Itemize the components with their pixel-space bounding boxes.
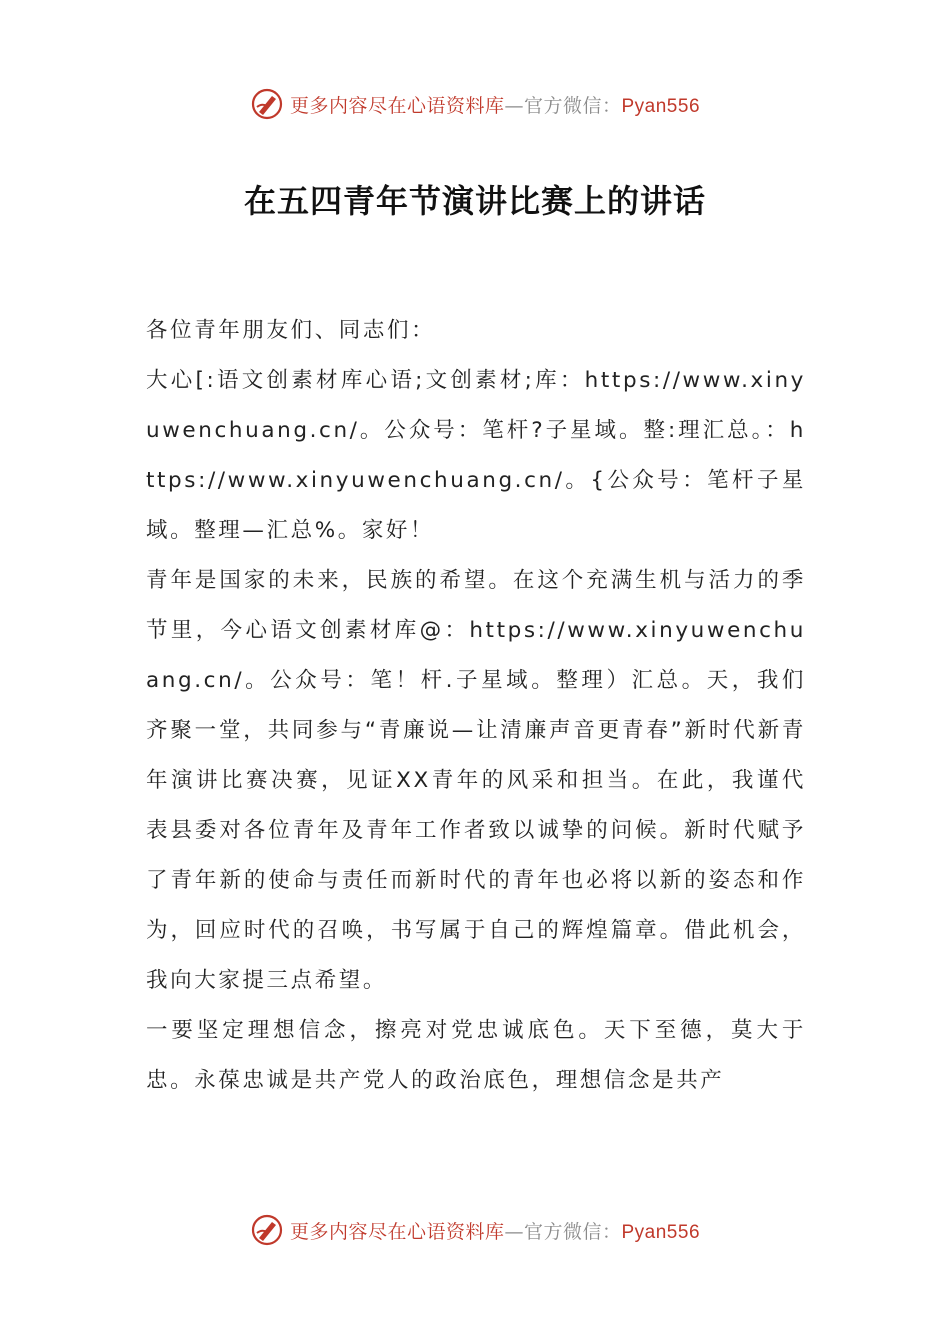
banner-handle: Pyan556 bbox=[621, 1221, 701, 1243]
footer-banner bbox=[0, 1210, 950, 1250]
banner-text bbox=[290, 91, 700, 118]
banner-main: 更多内容尽在心语资料库 bbox=[289, 94, 505, 117]
banner-rest: —官方微信： bbox=[504, 94, 622, 117]
paragraph: 青年是国家的未来，民族的希望。在这个充满生机与活力的季节里，今心语文创素材库@：https://www.xinyuwenchuang.cn/。公众号：笔！杆.子星域。整理）汇总。天，我们齐聚一堂，共同参与“青廉说—让清廉声音更青春”新时代新青年演讲比赛决赛，见证XX青年的风采和担当。在此，我谨代表县委对各位青年及青年工作者致以诚挚的问候。新时代赋予了青年新的使命与责任而新时代的青年也必将以新的姿态和作为，回应时代的召唤，书写属于自己的辉煌篇章。借此机会，我向大家提三点希望。 bbox=[146, 568, 806, 993]
document-title: 在五四青年节演讲比赛上的讲话 bbox=[243, 182, 706, 220]
paragraph: 大心[:语文创素材库心语;文创素材;库：https://www.xinyuwenchuang.cn/。公众号：笔杆?子星域。整:理汇总。：https://www.xinyuwenchuang.cn/。{公众号：笔杆子星域。整理—汇总%。家好！ bbox=[146, 368, 806, 543]
header-banner bbox=[0, 84, 950, 124]
banner-main: 更多内容尽在心语资料库 bbox=[289, 1220, 505, 1243]
banner-handle: Pyan556 bbox=[621, 95, 701, 117]
paragraph: 各位青年朋友们、同志们： bbox=[146, 318, 436, 343]
paragraph: 一要坚定理想信念，擦亮对党忠诚底色。天下至德，莫大于忠。永葆忠诚是共产党人的政治底色，理想信念是共产 bbox=[146, 1018, 806, 1093]
pen-logo-icon bbox=[250, 1213, 284, 1247]
banner-rest: —官方微信： bbox=[504, 1220, 622, 1243]
pen-logo-icon bbox=[250, 87, 284, 121]
document-body bbox=[146, 306, 806, 1106]
banner-text bbox=[290, 1217, 700, 1244]
